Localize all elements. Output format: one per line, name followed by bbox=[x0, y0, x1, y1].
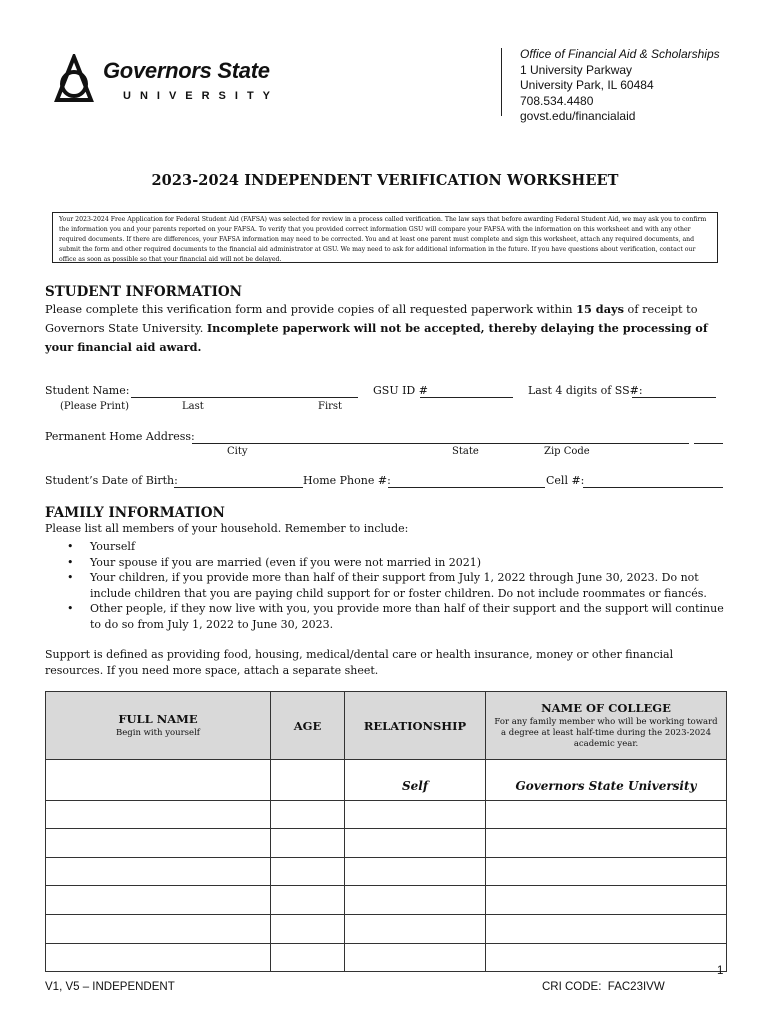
cell-relationship[interactable] bbox=[345, 829, 486, 858]
cell-name[interactable] bbox=[46, 829, 271, 858]
page-number: 1 bbox=[717, 965, 724, 977]
cell-age[interactable] bbox=[271, 914, 345, 943]
cell-college[interactable] bbox=[486, 829, 727, 858]
list-item: • Your spouse if you are married (even if you were not married in 2021) bbox=[67, 555, 482, 569]
table-row bbox=[46, 800, 727, 829]
cell-phone-field[interactable] bbox=[583, 487, 723, 488]
cell-relationship[interactable] bbox=[345, 943, 486, 972]
cell-college[interactable]: Governors State University bbox=[486, 760, 727, 801]
student-name-field[interactable] bbox=[131, 397, 358, 398]
ssn-last4-field[interactable] bbox=[632, 397, 716, 398]
gsu-id-label: GSU ID # bbox=[373, 384, 428, 397]
state-caption: State bbox=[452, 446, 479, 457]
office-address bbox=[520, 47, 720, 125]
logo-wordmark: Governors State bbox=[103, 58, 270, 83]
home-phone-label: Home Phone #: bbox=[303, 474, 391, 487]
cell-age[interactable] bbox=[271, 829, 345, 858]
home-phone-field[interactable] bbox=[388, 487, 545, 488]
col-relationship: RELATIONSHIP bbox=[345, 692, 486, 760]
office-street: 1 University Parkway bbox=[520, 62, 633, 77]
household-list bbox=[45, 539, 725, 633]
table-row bbox=[46, 857, 727, 886]
cell-relationship[interactable] bbox=[345, 857, 486, 886]
table-row bbox=[46, 943, 727, 972]
support-definition: Support is defined as providing food, housing, medical/dental care or health insurance, money or other financial resources. If you need more space, attach a separate sheet. bbox=[45, 648, 674, 677]
cell-age[interactable] bbox=[271, 800, 345, 829]
cell-name[interactable] bbox=[46, 857, 271, 886]
table-row bbox=[46, 829, 727, 858]
cell-relationship[interactable] bbox=[345, 886, 486, 915]
list-item: • Other people, if they now live with you, you provide more than half of their support and the support will continue to do so from July 1, 2022 to June 30, 2023. bbox=[67, 602, 724, 631]
cell-name[interactable] bbox=[46, 760, 271, 801]
cell-college[interactable] bbox=[486, 886, 727, 915]
family-info-heading: FAMILY INFORMATION bbox=[45, 505, 225, 521]
instructions-days: 15 days bbox=[576, 302, 624, 316]
gsu-logo-mark bbox=[57, 57, 91, 100]
office-city: University Park, IL 60484 bbox=[520, 78, 654, 92]
zip-caption: Zip Code bbox=[544, 446, 590, 457]
cell-name[interactable] bbox=[46, 886, 271, 915]
footer-version: V1, V5 – INDEPENDENT bbox=[45, 981, 175, 993]
dob-field[interactable] bbox=[174, 487, 303, 488]
household-table bbox=[45, 691, 727, 972]
office-phone: 708.534.4480 bbox=[520, 93, 594, 108]
city-caption: City bbox=[227, 446, 248, 457]
table-row bbox=[46, 914, 727, 943]
cell-relationship[interactable] bbox=[345, 800, 486, 829]
table-row bbox=[46, 760, 727, 801]
cell-relationship[interactable]: Self bbox=[345, 760, 486, 801]
office-url: govst.edu/financialaid bbox=[520, 109, 636, 123]
cell-age[interactable] bbox=[271, 943, 345, 972]
list-item: • Your children, if you provide more than half of their support from July 1, 2022 through June 30, 2023. Do not include children that you are paying child support for or foster children. Do not include roommates or fiancés. bbox=[67, 571, 707, 600]
first-name-caption: First bbox=[318, 401, 343, 412]
verification-notice: Your 2023-2024 Free Application for Federal Student Aid (FAFSA) was selected for review in a process called verification. The law says that before awarding Federal Student Aid, we may ask you to confirm the information you and your parents reported on your FAFSA. To verify that you provided correct information GSU will compare your FAFSA with the information on this worksheet and with any other required documents. If there are differences, your FAFSA information may need to be corrected. You and at least one parent must complete and sign this worksheet, attach any required documents, and submit the form and other required documents to the financial aid administrator at GSU. We may need to ask for additional information in the future. If you have questions about verification, contact our office as soon as possible so that your financial aid will not be delayed. bbox=[52, 212, 718, 263]
ssn-last4-label: Last 4 digits of SS#: bbox=[528, 384, 643, 397]
home-address-field[interactable] bbox=[192, 443, 689, 444]
table-header-row bbox=[46, 692, 727, 760]
cell-name[interactable] bbox=[46, 914, 271, 943]
student-info-heading: STUDENT INFORMATION bbox=[45, 284, 243, 300]
cell-phone-label: Cell #: bbox=[546, 474, 585, 487]
please-print-note: (Please Print) bbox=[60, 401, 130, 412]
page-title: 2023-2024 INDEPENDENT VERIFICATION WORKSHEET bbox=[151, 172, 619, 189]
instructions-text-a: Please complete this verification form and provide copies of all requested paperwork within bbox=[45, 303, 577, 316]
cell-age[interactable] bbox=[271, 857, 345, 886]
student-info-instructions bbox=[45, 300, 725, 357]
cell-name[interactable] bbox=[46, 943, 271, 972]
logo-university: UNIVERSITY bbox=[123, 90, 280, 102]
cell-college[interactable] bbox=[486, 857, 727, 886]
col-age: AGE bbox=[271, 692, 345, 760]
cell-relationship[interactable] bbox=[345, 914, 486, 943]
list-item: • Yourself bbox=[67, 540, 136, 553]
student-name-label: Student Name: bbox=[45, 384, 130, 397]
instructions-text-b: of receipt to Governors State University. bbox=[45, 303, 698, 335]
gsu-id-field[interactable] bbox=[420, 397, 513, 398]
cell-college[interactable] bbox=[486, 943, 727, 972]
header-divider bbox=[501, 48, 502, 116]
home-address-label: Permanent Home Address: bbox=[45, 430, 195, 443]
home-address-field-extra[interactable] bbox=[694, 443, 723, 444]
cell-college[interactable] bbox=[486, 800, 727, 829]
cell-age[interactable] bbox=[271, 760, 345, 801]
col-full-name: FULL NAME Begin with yourself bbox=[46, 692, 271, 760]
dob-label: Student’s Date of Birth: bbox=[45, 474, 178, 487]
instructions-warning: Incomplete paperwork will not be accepted, thereby delaying the processing of your financial aid award. bbox=[45, 321, 708, 354]
cell-name[interactable] bbox=[46, 800, 271, 829]
last-name-caption: Last bbox=[182, 401, 204, 412]
table-row bbox=[46, 886, 727, 915]
footer-cri-code: CRI CODE: FAC23IVW bbox=[542, 981, 665, 993]
family-info-intro: Please list all members of your household. Remember to include: bbox=[45, 522, 409, 535]
cell-college[interactable] bbox=[486, 914, 727, 943]
cell-age[interactable] bbox=[271, 886, 345, 915]
office-name: Office of Financial Aid & Scholarships bbox=[520, 47, 720, 61]
col-college: NAME OF COLLEGE For any family member who will be working toward a degree at least half-time during the 2023-2024 academic year. bbox=[486, 692, 727, 760]
